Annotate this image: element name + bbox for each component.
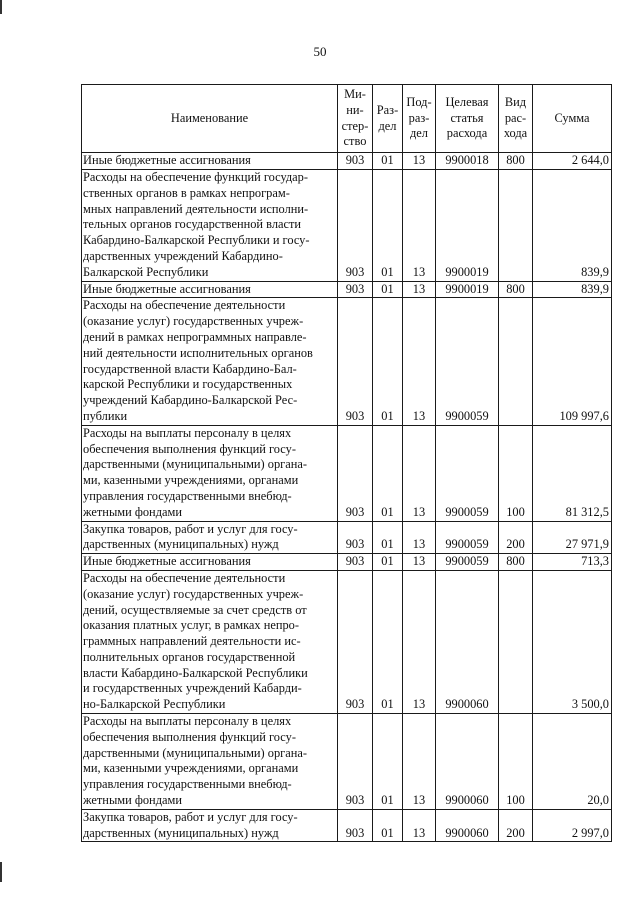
cell-section: 01: [373, 298, 403, 425]
cell-subsection: 13: [403, 714, 436, 810]
budget-table: [81, 84, 612, 842]
cell-ministry: 903: [338, 153, 373, 170]
cell-target: 9900018: [436, 153, 499, 170]
table-row: [82, 153, 612, 170]
cell-name: Иные бюджетные ассигнования: [82, 153, 338, 170]
cell-type: 800: [499, 281, 533, 298]
cell-target: 9900060: [436, 714, 499, 810]
cell-ministry: 903: [338, 281, 373, 298]
cell-sum: 2 997,0: [533, 809, 612, 842]
cell-type: [499, 570, 533, 713]
table-row: [82, 298, 612, 425]
cell-name: Иные бюджетные ассигнования: [82, 554, 338, 571]
cell-target: 9900060: [436, 570, 499, 713]
header-subsection: Под- раз- дел: [403, 85, 436, 153]
cell-subsection: 13: [403, 425, 436, 521]
header-name: Наименование: [82, 85, 338, 153]
header-type: Вид рас- хода: [499, 85, 533, 153]
cell-section: 01: [373, 809, 403, 842]
table-row: [82, 714, 612, 810]
cell-sum: 713,3: [533, 554, 612, 571]
cell-subsection: 13: [403, 298, 436, 425]
cell-section: 01: [373, 714, 403, 810]
cell-name: Расходы на обеспечение функций государ- ственных органов в рамках непрограм- мных направлений деятельности исполни- тельных органов государственной власти Кабардино-Балкарской Республики и госу- дарственных учреждений Кабардино- Балкарской Республики: [82, 169, 338, 281]
cell-ministry: 903: [338, 809, 373, 842]
scan-edge-mark-top: [0, 0, 2, 14]
cell-subsection: 13: [403, 554, 436, 571]
header-section: Раз- дел: [373, 85, 403, 153]
table-row: [82, 425, 612, 521]
cell-section: 01: [373, 554, 403, 571]
cell-type: [499, 169, 533, 281]
cell-target: 9900059: [436, 521, 499, 554]
cell-subsection: 13: [403, 521, 436, 554]
cell-name: Расходы на выплаты персоналу в целях обеспечения выполнения функций госу- дарственными (муниципальными) органа- ми, казенными учреждениями, органами управления государственными внебюд- жетными фондами: [82, 714, 338, 810]
cell-name: Иные бюджетные ассигнования: [82, 281, 338, 298]
table-row: [82, 809, 612, 842]
header-sum: Сумма: [533, 85, 612, 153]
cell-subsection: 13: [403, 281, 436, 298]
header-target: Целевая статья расхода: [436, 85, 499, 153]
cell-type: 800: [499, 153, 533, 170]
cell-section: 01: [373, 425, 403, 521]
header-ministry: Ми- ни- стер- ство: [338, 85, 373, 153]
cell-subsection: 13: [403, 169, 436, 281]
cell-sum: 81 312,5: [533, 425, 612, 521]
cell-target: 9900059: [436, 425, 499, 521]
cell-sum: 3 500,0: [533, 570, 612, 713]
table-header: [82, 85, 612, 153]
cell-sum: 20,0: [533, 714, 612, 810]
cell-target: 9900019: [436, 281, 499, 298]
cell-type: [499, 298, 533, 425]
cell-sum: 2 644,0: [533, 153, 612, 170]
cell-sum: 839,9: [533, 281, 612, 298]
cell-section: 01: [373, 521, 403, 554]
cell-subsection: 13: [403, 153, 436, 170]
scan-edge-mark-bottom: [0, 862, 2, 882]
cell-sum: 839,9: [533, 169, 612, 281]
cell-target: 9900019: [436, 169, 499, 281]
cell-ministry: 903: [338, 570, 373, 713]
cell-type: 100: [499, 425, 533, 521]
cell-section: 01: [373, 153, 403, 170]
cell-type: 200: [499, 809, 533, 842]
cell-section: 01: [373, 169, 403, 281]
table-row: [82, 570, 612, 713]
cell-ministry: 903: [338, 521, 373, 554]
cell-sum: 109 997,6: [533, 298, 612, 425]
header-row: [82, 85, 612, 153]
cell-name: Расходы на выплаты персоналу в целях обеспечения выполнения функций госу- дарственными (муниципальными) органа- ми, казенными учреждениями, органами управления государственными внебюд- жетными фондами: [82, 425, 338, 521]
table-row: [82, 281, 612, 298]
cell-target: 9900059: [436, 298, 499, 425]
cell-target: 9900060: [436, 809, 499, 842]
table-row: [82, 169, 612, 281]
cell-name: Расходы на обеспечение деятельности (оказание услуг) государственных учреж- дений, осуществляемые за счет средств от оказания платных услуг, в рамках непро- граммных направлений деятельности ис- полнительных органов государственной власти Кабардино-Балкарской Республики и государственных учреждений Кабарди- но-Балкарской Республики: [82, 570, 338, 713]
cell-name: Расходы на обеспечение деятельности (оказание услуг) государственных учреж- дений в рамках непрограммных направле- ний деятельности исполнительных органов государственной власти Кабардино-Бал- карской Республики и государственных учреждений Кабардино-Балкарской Рес- публики: [82, 298, 338, 425]
cell-name: Закупка товаров, работ и услуг для госу- дарственных (муниципальных) нужд: [82, 521, 338, 554]
cell-sum: 27 971,9: [533, 521, 612, 554]
cell-type: 100: [499, 714, 533, 810]
cell-ministry: 903: [338, 298, 373, 425]
table-row: [82, 521, 612, 554]
cell-type: 800: [499, 554, 533, 571]
cell-target: 9900059: [436, 554, 499, 571]
table-body: [82, 153, 612, 842]
cell-ministry: 903: [338, 169, 373, 281]
cell-ministry: 903: [338, 425, 373, 521]
cell-ministry: 903: [338, 714, 373, 810]
cell-type: 200: [499, 521, 533, 554]
cell-subsection: 13: [403, 809, 436, 842]
cell-subsection: 13: [403, 570, 436, 713]
page-number: 50: [313, 44, 327, 59]
cell-section: 01: [373, 570, 403, 713]
cell-section: 01: [373, 281, 403, 298]
table-row: [82, 554, 612, 571]
cell-ministry: 903: [338, 554, 373, 571]
cell-name: Закупка товаров, работ и услуг для госу- дарственных (муниципальных) нужд: [82, 809, 338, 842]
